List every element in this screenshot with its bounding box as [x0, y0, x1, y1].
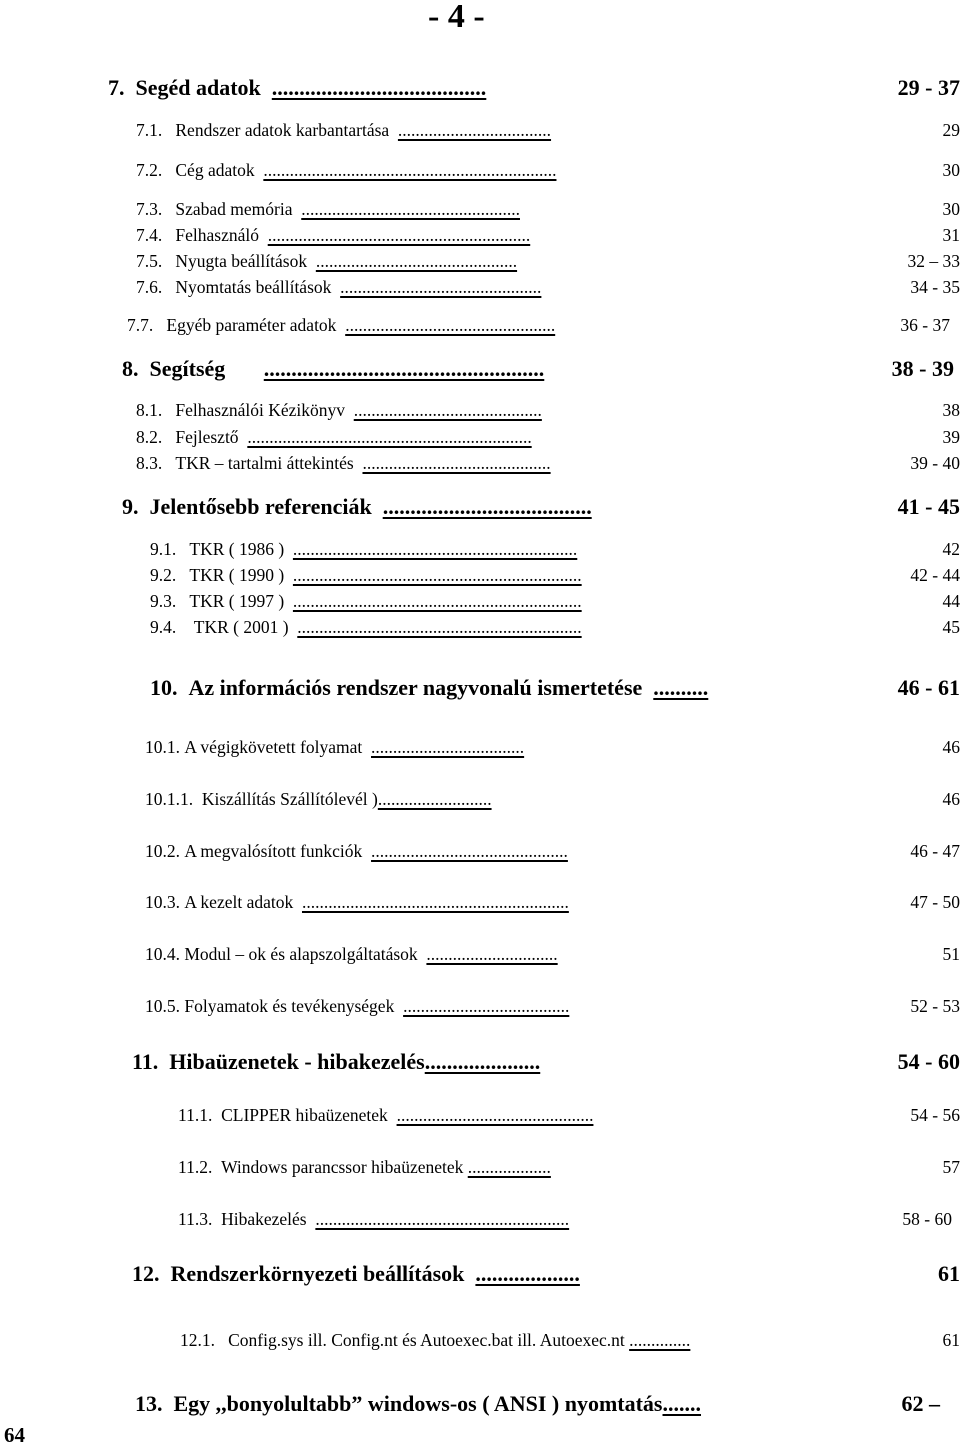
toc-number: 8.1. [136, 400, 163, 420]
toc-pages: 54 - 56 [910, 1105, 960, 1125]
toc-number: 7.6. [136, 277, 163, 297]
toc-title: Config.sys ill. Config.nt és Autoexec.bat ill. Autoexec.nt [228, 1330, 625, 1350]
toc-number: 11.1. [178, 1105, 213, 1125]
toc-leader: .............................................. [340, 277, 542, 297]
toc-pages: 44 [942, 591, 960, 611]
toc-title: TKR – tartalmi áttekintés [175, 453, 354, 473]
toc-number: 9.4. [150, 617, 177, 637]
toc-entry[interactable] [145, 841, 568, 862]
toc-leader: .............. [629, 1330, 691, 1350]
toc-number: 7.4. [136, 225, 163, 245]
toc-pages: 62 – [901, 1391, 940, 1416]
toc-number: 11.2. [178, 1157, 213, 1177]
toc-title: Segítség [149, 356, 226, 381]
toc-entry[interactable] [136, 160, 556, 181]
toc-leader: ............................................. [396, 1105, 594, 1125]
toc-pages: 29 [942, 120, 960, 140]
toc-entry[interactable] [108, 75, 486, 101]
toc-entry[interactable] [132, 1261, 580, 1287]
toc-title: Jelentősebb referenciák [149, 494, 372, 519]
toc-number: 7.7. [127, 315, 154, 335]
toc-entry[interactable] [127, 315, 555, 336]
toc-entry[interactable] [145, 789, 492, 810]
toc-number: 9.1. [150, 539, 177, 559]
toc-leader: ................... [475, 1261, 580, 1286]
toc-entry[interactable] [136, 427, 532, 448]
toc-entry[interactable] [180, 1330, 690, 1351]
toc-entry[interactable] [150, 617, 582, 638]
toc-pages: 42 - 44 [910, 565, 960, 585]
toc-pages: 39 [942, 427, 960, 447]
toc-title: Az információs rendszer nagyvonalú ismertetése [188, 675, 643, 700]
toc-title: Egy ,,bonyolultabb” windows-os ( ANSI ) nyomtatás [173, 1391, 663, 1416]
toc-entry[interactable] [136, 199, 520, 220]
toc-pages: 54 - 60 [897, 1049, 960, 1074]
toc-leader: ................... [467, 1157, 551, 1177]
toc-title: Nyugta beállítások [175, 251, 308, 271]
toc-entry[interactable] [150, 675, 708, 701]
toc-title: Hibaüzenetek - hibakezelés [169, 1049, 425, 1074]
toc-title: Rendszerkörnyezeti beállítások [170, 1261, 465, 1286]
toc-entry[interactable] [150, 591, 582, 612]
page-number: - 4 - [428, 0, 485, 35]
toc-pages: 46 [942, 737, 960, 757]
toc-number: 10.1. [145, 737, 180, 757]
toc-title: Egyéb paraméter adatok [166, 315, 337, 335]
toc-leader: .......................................................... [315, 1209, 570, 1229]
toc-entry[interactable] [136, 251, 517, 272]
toc-title: TKR ( 1990 ) [189, 565, 285, 585]
toc-pages: 41 - 45 [897, 494, 960, 519]
toc-number: 9.2. [150, 565, 177, 585]
toc-number: 10. [150, 675, 178, 700]
toc-title: Felhasználói Kézikönyv [175, 400, 345, 420]
toc-number: 12.1. [180, 1330, 215, 1350]
toc-title: CLIPPER hibaüzenetek [221, 1105, 388, 1125]
toc-number: 10.1.1. [145, 789, 194, 809]
toc-leader: ................................................ [345, 315, 556, 335]
toc-title: Felhasználó [175, 225, 259, 245]
toc-entry[interactable] [145, 996, 569, 1017]
toc-title: Windows parancssor hibaüzenetek [221, 1157, 464, 1177]
toc-entry[interactable] [178, 1105, 593, 1126]
toc-leader: .................................................. [301, 199, 520, 219]
toc-leader: .................................................................. [292, 591, 582, 611]
toc-entry[interactable] [145, 892, 569, 913]
toc-leader: ............................................. [371, 841, 568, 861]
toc-entry[interactable] [136, 225, 530, 246]
toc-number: 9. [122, 494, 139, 519]
toc-pages: 42 [942, 539, 960, 559]
toc-title: TKR ( 2001 ) [193, 617, 289, 637]
toc-entry[interactable] [150, 539, 577, 560]
toc-title: A végigkövetett folyamat [184, 737, 363, 757]
toc-leader: .................................................................. [292, 565, 582, 585]
toc-title: Nyomtatás beállítások [175, 277, 332, 297]
toc-pages: 47 - 50 [910, 892, 960, 912]
toc-pages: 34 - 35 [910, 277, 960, 297]
toc-pages: 36 - 37 [900, 315, 950, 335]
toc-title: Folyamatok és tevékenységek [184, 996, 395, 1016]
toc-leader: ........................................... [353, 400, 542, 420]
toc-title: Hibakezelés [221, 1209, 307, 1229]
toc-leader: ..................... [424, 1049, 541, 1074]
toc-leader: ................................... [397, 120, 552, 140]
toc-pages: 58 - 60 [902, 1209, 952, 1229]
toc-number: 8.3. [136, 453, 163, 473]
toc-number: 7. [108, 75, 125, 100]
toc-number: 13. [135, 1391, 163, 1416]
toc-pages: 45 [942, 617, 960, 637]
toc-title: Cég adatok [175, 160, 255, 180]
toc-pages: 52 - 53 [910, 996, 960, 1016]
toc-entry[interactable] [122, 494, 592, 520]
toc-title: TKR ( 1997 ) [189, 591, 285, 611]
toc-number: 12. [132, 1261, 160, 1286]
toc-entry[interactable] [136, 120, 551, 141]
toc-leader: ...................................... [403, 996, 570, 1016]
toc-leader: .......... [653, 675, 709, 700]
toc-entry[interactable] [178, 1157, 551, 1178]
toc-pages: 61 [938, 1261, 960, 1286]
toc-number: 8. [122, 356, 139, 381]
toc-number: 10.3. [145, 892, 180, 912]
toc-title: Modul – ok és alapszolgáltatások [184, 944, 418, 964]
toc-pages: 57 [942, 1157, 960, 1177]
toc-entry[interactable] [145, 737, 524, 758]
toc-number: 7.2. [136, 160, 163, 180]
toc-pages: 30 [942, 160, 960, 180]
toc-entry[interactable] [136, 400, 542, 421]
toc-entry[interactable] [150, 565, 582, 586]
toc-entry[interactable] [178, 1209, 569, 1230]
toc-title: Rendszer adatok karbantartása [175, 120, 390, 140]
toc-leader: ................................................... [263, 356, 545, 381]
toc-title: Segéd adatok [135, 75, 261, 100]
toc-pages: 29 - 37 [897, 75, 960, 100]
toc-leader: .......................... [377, 789, 492, 809]
toc-leader: ................................................................. [247, 427, 532, 447]
toc-entry[interactable] [136, 277, 541, 298]
toc-number: 9.3. [150, 591, 177, 611]
toc-number: 7.3. [136, 199, 163, 219]
toc-leader: ................................................................. [292, 539, 578, 559]
toc-pages: 46 - 47 [910, 841, 960, 861]
toc-leader: ....... [662, 1391, 701, 1416]
toc-pages: 38 - 39 [891, 356, 954, 381]
toc-number: 11. [132, 1049, 159, 1074]
toc-entry[interactable] [136, 453, 551, 474]
toc-leader: ................................... [371, 737, 525, 757]
toc-number: 7.1. [136, 120, 163, 140]
toc-pages: 30 [942, 199, 960, 219]
toc-title: A megvalósított funkciók [184, 841, 363, 861]
corner-page-number: 64 [4, 1423, 25, 1447]
toc-number: 8.2. [136, 427, 163, 447]
toc-pages: 31 [942, 225, 960, 245]
toc-pages: 38 [942, 400, 960, 420]
toc-pages: 46 [942, 789, 960, 809]
toc-title: TKR ( 1986 ) [189, 539, 285, 559]
toc-entry[interactable] [122, 356, 544, 382]
toc-number: 11.3. [178, 1209, 213, 1229]
toc-leader: ....................................... [271, 75, 487, 100]
toc-leader: ........................................... [362, 453, 551, 473]
toc-pages: 46 - 61 [897, 675, 960, 700]
toc-number: 10.2. [145, 841, 180, 861]
toc-title: Kiszállítás Szállítólevél ) [201, 789, 378, 809]
toc-leader: .............................. [426, 944, 558, 964]
toc-number: 10.4. [145, 944, 180, 964]
toc-title: Fejlesztő [175, 427, 239, 447]
toc-leader: ................................................................. [297, 617, 582, 637]
toc-leader: ............................................................ [267, 225, 531, 245]
toc-number: 7.5. [136, 251, 163, 271]
toc-pages: 39 - 40 [910, 453, 960, 473]
toc-entry[interactable] [132, 1049, 540, 1075]
toc-pages: 32 – 33 [907, 251, 960, 271]
toc-pages: 61 [942, 1330, 960, 1350]
toc-pages: 51 [942, 944, 960, 964]
toc-entry[interactable] [135, 1391, 701, 1417]
toc-leader: ................................................................... [263, 160, 557, 180]
toc-leader: ............................................................. [301, 892, 569, 912]
toc-title: Szabad memória [175, 199, 293, 219]
toc-title: A kezelt adatok [184, 892, 294, 912]
toc-leader: .............................................. [315, 251, 518, 271]
toc-number: 10.5. [145, 996, 180, 1016]
toc-leader: ...................................... [382, 494, 592, 519]
toc-entry[interactable] [145, 944, 558, 965]
